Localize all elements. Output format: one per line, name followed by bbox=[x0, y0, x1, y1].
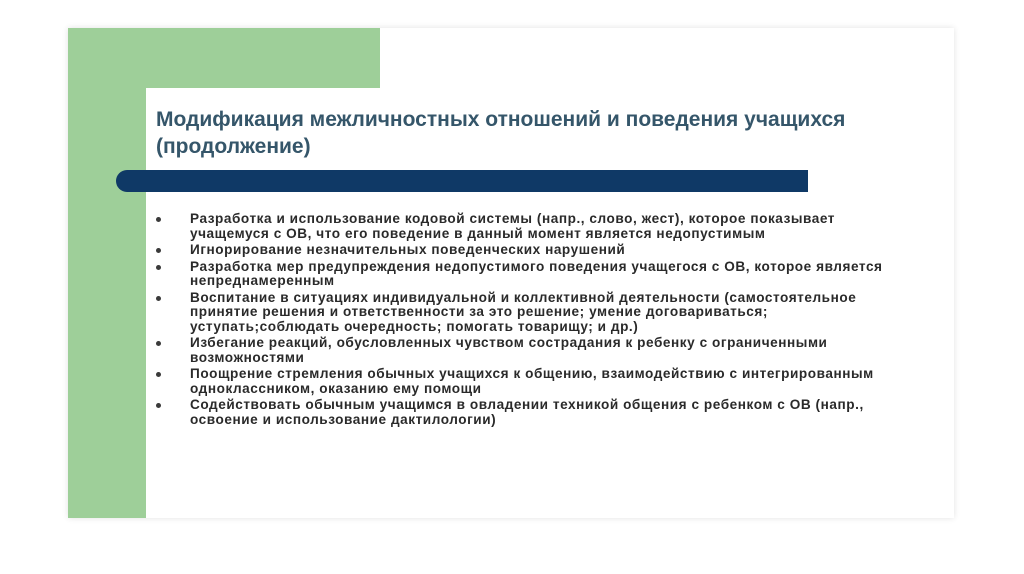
bullet-dot-icon bbox=[156, 372, 161, 377]
bullet-dot-icon bbox=[156, 265, 161, 270]
bullet-dot-icon bbox=[156, 217, 161, 222]
bullet-text: Разработка мер предупреждения недопустимого поведения учащегося с ОВ, которое является непреднамеренным bbox=[190, 258, 883, 288]
green-side-band bbox=[68, 28, 146, 518]
bullet-dot-icon bbox=[156, 296, 161, 301]
bullet-item bbox=[154, 291, 894, 335]
bullet-dot-icon bbox=[156, 248, 161, 253]
bullet-text: Разработка и использование кодовой системы (напр., слово, жест), которое показывает учащемуся с ОВ, что его поведение в данный момент является недопустимым bbox=[190, 211, 836, 241]
green-top-band bbox=[68, 28, 380, 88]
bullet-dot-icon bbox=[156, 341, 161, 346]
bullet-item bbox=[154, 243, 894, 258]
bullet-list bbox=[154, 212, 894, 429]
bullet-item bbox=[154, 367, 894, 396]
bullet-item bbox=[154, 398, 894, 427]
bullet-text: Содействовать обычным учащимся в овладении техникой общения с ребенком с ОВ (напр., освоение и использование дактилологии) bbox=[190, 397, 864, 427]
slide-title: Модификация межличностных отношений и поведения учащихся (продолжение) bbox=[156, 108, 846, 158]
bullet-item bbox=[154, 336, 894, 365]
bullet-text: Игнорирование незначительных поведенческих нарушений bbox=[190, 242, 626, 257]
bullet-item bbox=[154, 260, 894, 289]
bullet-item bbox=[154, 212, 894, 241]
title-divider-bar bbox=[116, 170, 808, 192]
bullet-text: Воспитание в ситуациях индивидуальной и коллективной деятельности (самостоятельное принятие решения и ответственности за это решение; умение договариваться; уступать;соблюдать очередность; помогать товарищу; и др.) bbox=[190, 289, 857, 334]
bullet-text: Поощрение стремления обычных учащихся к общению, взаимодействию с интегрированным одноклассником, оказанию ему помощи bbox=[190, 366, 874, 396]
bullet-dot-icon bbox=[156, 403, 161, 408]
bullet-text: Избегание реакций, обусловленных чувством сострадания к ребенку с ограниченными возможностями bbox=[190, 335, 828, 365]
